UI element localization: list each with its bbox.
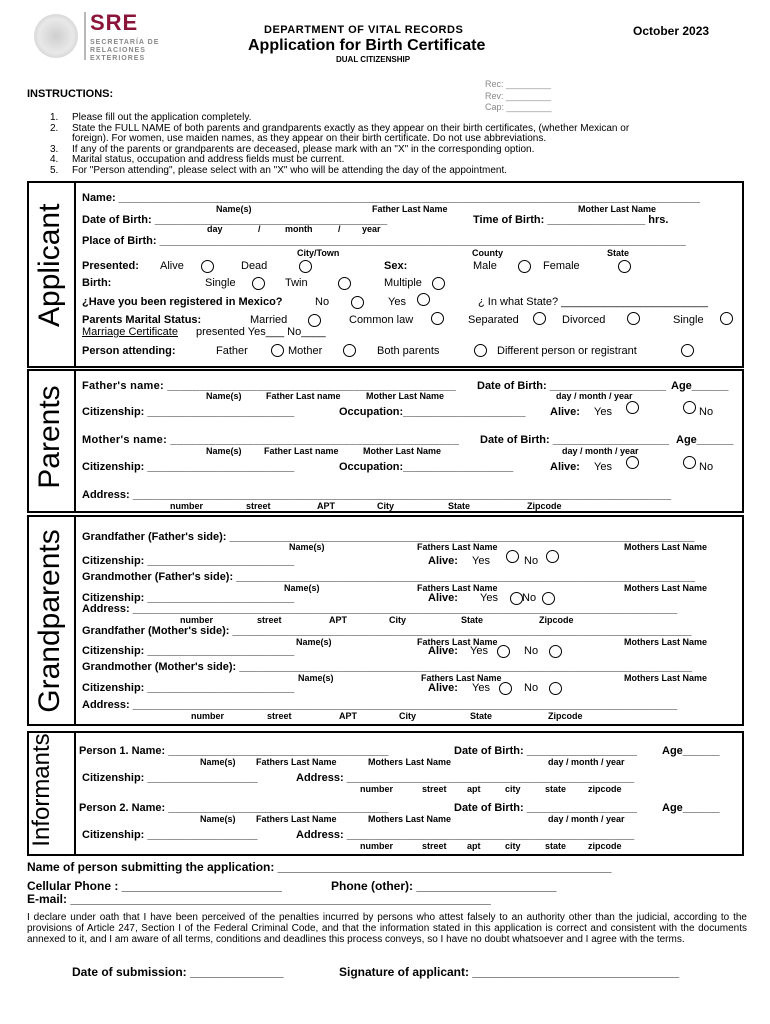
applicant-side-label: Applicant [33, 203, 66, 327]
gf-mother-alive-no-radio[interactable] [549, 645, 562, 658]
alive-label: Alive [160, 260, 184, 272]
logo-divider [84, 12, 86, 60]
sublabel-mothers-last: Mothers Last Name [368, 757, 452, 767]
sublabel-names: Name(s) [200, 814, 236, 824]
divorced-label: Divorced [562, 314, 606, 326]
father-occupation-field[interactable]: Occupation:____________________ [339, 406, 526, 418]
birth-single-radio[interactable] [252, 277, 265, 290]
gf-mother-alive-yes-radio[interactable] [497, 645, 510, 658]
sex-female-radio[interactable] [618, 260, 631, 273]
alive-label: Alive: [428, 555, 458, 567]
sublabel-apt: apt [467, 841, 481, 851]
pob-field[interactable]: Place of Birth: ______________________________________________________________________________________ [82, 235, 686, 247]
presented-alive-radio[interactable] [201, 260, 214, 273]
sublabel-state: State [607, 248, 630, 258]
grandmother-mother-side-field[interactable]: Grandmother (Mother's side): __________________________________________________________________________ [82, 661, 692, 673]
marital-label: Parents Marital Status: [82, 314, 202, 326]
sublabel-father-last: Father Last name [266, 391, 341, 401]
sublabel-apt: APT [317, 501, 335, 511]
sre-subtitle: SECRETARÍA DE [90, 39, 160, 46]
list-item: foreign). For women, use maiden names, as they appear on their birth certificate. Do not use abbreviations. [72, 133, 547, 144]
grandparents-side-label: Grandparents [33, 529, 66, 713]
no-label: No [522, 592, 537, 604]
yes-label: Yes [480, 592, 498, 604]
person2-citizenship-field[interactable]: Citizenship: __________________ [82, 829, 258, 841]
sublabel-street: street [422, 841, 447, 851]
mother-alive-no-radio[interactable] [683, 456, 696, 469]
sublabel-apt: APT [339, 711, 357, 721]
mother-dob-field[interactable]: Date of Birth: ___________________ [480, 434, 669, 446]
signature-field[interactable]: Signature of applicant: _______________________________ [339, 965, 680, 979]
sublabel-street: street [257, 615, 282, 625]
attending-label: Person attending: [82, 345, 176, 357]
father-dob-field[interactable]: Date of Birth: ___________________ [477, 380, 666, 392]
alive-label: Alive: [428, 592, 458, 604]
sublabel-fathers-last: Fathers Last Name [256, 757, 337, 767]
gf-father-alive-no-radio[interactable] [546, 550, 559, 563]
sublabel-father-last: Father Last name [264, 446, 339, 456]
instructions-heading: INSTRUCTIONS: [27, 88, 114, 100]
sublabel-county: County [472, 248, 503, 258]
list-item: 3. If any of the parents or grandparents are deceased, please mark with an "X" in the corresponding option. [50, 143, 535, 155]
both-parents-label: Both parents [377, 345, 440, 357]
marriage-certificate-field[interactable]: presented Yes___ No____ [196, 326, 326, 338]
department-name: DEPARTMENT OF VITAL RECORDS [264, 24, 464, 36]
page-title: Application for Birth Certificate [248, 37, 486, 54]
presented-label: Presented: [82, 260, 139, 272]
sublabel-dmy: day / month / year [556, 391, 633, 401]
birth-label: Birth: [82, 277, 112, 289]
sublabel-mothers-last: Mothers Last Name [624, 542, 708, 552]
sublabel-names: Name(s) [289, 542, 325, 552]
sublabel-number: number [191, 711, 225, 721]
male-label: Male [473, 260, 497, 272]
sublabel-state: State [461, 615, 484, 625]
sublabel-names: Name(s) [200, 757, 236, 767]
yes-label: Yes [472, 555, 490, 567]
sublabel-mothers-last: Mothers Last Name [624, 583, 708, 593]
sublabel-zipcode: zipcode [588, 841, 622, 851]
dob-field[interactable]: Date of Birth: ______________________________________ [82, 214, 388, 226]
no-label: No [699, 461, 714, 473]
registered-no-radio[interactable] [351, 296, 364, 309]
informants-side-label: Informants [28, 733, 55, 847]
sublabel-names: Name(s) [216, 204, 252, 214]
sublabel-zipcode: Zipcode [539, 615, 574, 625]
separated-label: Separated [468, 314, 519, 326]
sublabel-dmy: day / month / year [562, 446, 639, 456]
twin-label: Twin [285, 277, 308, 289]
sre-logo: SRE [90, 10, 139, 35]
submission-date-field[interactable]: Date of submission: ______________ [72, 965, 284, 979]
gm-father-citizenship-field[interactable]: Citizenship: ________________________ [82, 592, 295, 604]
form-date: October 2023 [633, 24, 710, 38]
sublabel-fathers-last: Fathers Last Name [417, 542, 498, 552]
yes-label: Yes [470, 645, 488, 657]
yes-label: Yes [594, 461, 612, 473]
common-law-label: Common law [349, 314, 414, 326]
marital-common-law-radio[interactable] [431, 312, 444, 325]
sublabel-zipcode: zipcode [588, 784, 622, 794]
instructions-list [50, 113, 629, 176]
gp-father-side-address-field[interactable]: Address: _________________________________________________________________________________________ [82, 603, 678, 615]
sublabel-state: State [470, 711, 493, 721]
gf-father-citizenship-field[interactable]: Citizenship: ________________________ [82, 555, 295, 567]
father-citizenship-field[interactable]: Citizenship: ________________________ [82, 406, 295, 418]
dead-label: Dead [241, 260, 268, 272]
no-label: No [699, 406, 714, 418]
married-label: Married [250, 314, 288, 326]
father-alive-no-radio[interactable] [683, 401, 696, 414]
list-item: 1. Please fill out the application completely. [50, 112, 252, 123]
registered-state-field[interactable]: ¿ In what State? ________________________ [478, 296, 708, 308]
grandfather-father-side-field[interactable]: Grandfather (Father's side): ____________________________________________________________________________ [82, 531, 695, 543]
sublabel-names: Name(s) [296, 637, 332, 647]
sublabel-city: City/Town [297, 248, 340, 258]
sublabel-fathers-last: Fathers Last Name [256, 814, 337, 824]
attending-other-radio[interactable] [681, 344, 694, 357]
sublabel-apt: apt [467, 784, 481, 794]
gf-mother-citizenship-field[interactable]: Citizenship: ________________________ [82, 645, 295, 657]
sublabel-slash: / [338, 224, 341, 234]
birth-multiple-radio[interactable] [432, 277, 445, 290]
presented-dead-radio[interactable] [299, 260, 312, 273]
gm-mother-alive-no-radio[interactable] [549, 682, 562, 695]
sex-label: Sex: [384, 260, 408, 272]
gm-mother-citizenship-field[interactable]: Citizenship: ________________________ [82, 682, 295, 694]
list-item: 4. Marital status, occupation and address fields must be current. [50, 154, 345, 165]
person1-citizenship-field[interactable]: Citizenship: __________________ [82, 772, 258, 784]
sublabel-zipcode: Zipcode [527, 501, 562, 511]
rec-field[interactable]: Rec: _________ [485, 79, 552, 89]
marital-separated-radio[interactable] [533, 312, 546, 325]
email-field[interactable]: E-mail: _______________________________________________________________ [27, 892, 491, 906]
no-label: No [524, 555, 539, 567]
sublabel-names: Name(s) [284, 583, 320, 593]
sre-subtitle: RELACIONES [90, 47, 146, 54]
no-label: No [524, 645, 539, 657]
sublabel-city: city [505, 784, 521, 794]
parents-side-label: Parents [33, 385, 66, 489]
sublabel-dmy: day / month / year [548, 757, 625, 767]
sublabel-number: number [170, 501, 204, 511]
list-item: 2. State the FULL NAME of both parents and grandparents exactly as they appear on their birth certificates, (whether Mexican or [50, 122, 630, 134]
sublabel-mothers-last: Mothers Last Name [368, 814, 452, 824]
sublabel-street: street [246, 501, 271, 511]
mother-age-field[interactable]: Age______ [676, 434, 734, 446]
mother-alive-yes-radio[interactable] [626, 456, 639, 469]
marital-divorced-radio[interactable] [627, 312, 640, 325]
different-person-label: Different person or registrant [497, 345, 637, 357]
mother-label: Mother [288, 345, 323, 357]
marriage-certificate-label: Marriage Certificate [82, 326, 178, 338]
father-name-field[interactable]: Father's name: _____________________________________________ [82, 380, 457, 392]
sublabel-street: street [267, 711, 292, 721]
rev-field[interactable]: Rev: _________ [485, 91, 552, 101]
person1-name-field[interactable]: Person 1. Name: ____________________________________ [79, 745, 389, 757]
sublabel-number: number [180, 615, 214, 625]
father-alive-yes-radio[interactable] [626, 401, 639, 414]
sublabel-fathers-last: Fathers Last Name [417, 637, 498, 647]
person1-dob-field[interactable]: Date of Birth: __________________ [454, 745, 637, 757]
sublabel-number: number [360, 784, 394, 794]
sublabel-fathers-last: Fathers Last Name [417, 583, 498, 593]
applicant-name-field[interactable]: Name: _______________________________________________________________________________________________ [82, 192, 700, 204]
gp-mother-side-address-field[interactable]: Address: _________________________________________________________________________________________ [82, 699, 678, 711]
sublabel-city: City [377, 501, 395, 511]
sublabel-names: Name(s) [206, 391, 242, 401]
registered-question: ¿Have you been registered in Mexico? [82, 296, 283, 308]
page-subtitle: DUAL CITIZENSHIP [336, 55, 411, 64]
sublabel-city: City [389, 615, 407, 625]
person1-address-field[interactable]: Address: _______________________________________________ [296, 772, 635, 784]
attending-both-radio[interactable] [474, 344, 487, 357]
no-label: No [524, 682, 539, 694]
sublabel-mothers-last: Mothers Last Name [624, 673, 708, 683]
sublabel-state: State [448, 501, 471, 511]
tob-field[interactable]: Time of Birth: ________________ hrs. [473, 214, 669, 226]
registered-yes-radio[interactable] [417, 293, 430, 306]
gm-mother-alive-yes-radio[interactable] [499, 682, 512, 695]
list-item: 5. For "Person attending", please select with an "X" who will be attending the day of the appointment. [50, 164, 508, 176]
sublabel-dmy: day / month / year [548, 814, 625, 824]
sublabel-year: year [362, 224, 381, 234]
declaration-text: I declare under oath that I have been perceived of the penalties incurred by persons who attest falsely to an authority other than the judicial, according to the provisions of Article 247, Section I of the Federal Criminal Code, and that the information stated in this application is correct and consistent with the documents annexed to it, and I am aware of all terms, conditions and deadlines this process conveys, so I have no doubt whatsoever and I agree with the terms. [27, 912, 747, 945]
birth-twin-radio[interactable] [338, 277, 351, 290]
grandmother-father-side-field[interactable]: Grandmother (Father's side): ___________________________________________________________________________ [82, 571, 696, 583]
person2-name-field[interactable]: Person 2. Name: ____________________________________ [79, 802, 389, 814]
alive-label: Alive: [550, 406, 580, 418]
mother-occupation-field[interactable]: Occupation:__________________ [339, 461, 514, 473]
female-label: Female [543, 260, 580, 272]
father-label: Father [216, 345, 248, 357]
grandfather-mother-side-field[interactable]: Grandfather (Mother's side): ___________________________________________________________________________ [82, 625, 692, 637]
person2-dob-field[interactable]: Date of Birth: __________________ [454, 802, 637, 814]
multiple-label: Multiple [384, 277, 422, 289]
attending-mother-radio[interactable] [343, 344, 356, 357]
father-age-field[interactable]: Age______ [671, 380, 729, 392]
sublabel-mothers-last: Mothers Last Name [624, 637, 708, 647]
no-label: No [315, 296, 330, 308]
yes-label: Yes [594, 406, 612, 418]
alive-label: Alive: [550, 461, 580, 473]
sublabel-zipcode: Zipcode [548, 711, 583, 721]
gf-father-alive-yes-radio[interactable] [506, 550, 519, 563]
sublabel-fathers-last: Fathers Last Name [421, 673, 502, 683]
cap-field[interactable]: Cap: _________ [485, 102, 552, 112]
sublabel-apt: APT [329, 615, 347, 625]
cell-phone-field[interactable]: Cellular Phone : ________________________ [27, 879, 282, 893]
sex-male-radio[interactable] [518, 260, 531, 273]
sublabel-street: street [422, 784, 447, 794]
single-label: Single [205, 277, 236, 289]
sublabel-father-last: Father Last Name [372, 204, 448, 214]
sublabel-state: state [545, 784, 567, 794]
mother-name-field[interactable]: Mother's name: _____________________________________________ [82, 434, 460, 446]
mexico-seal-icon [34, 14, 78, 58]
sublabel-day: day [207, 224, 223, 234]
sublabel-month: month [285, 224, 313, 234]
person2-address-field[interactable]: Address: _______________________________________________ [296, 829, 635, 841]
parents-address-field[interactable]: Address: ________________________________________________________________________________________ [82, 489, 672, 501]
person1-age-field[interactable]: Age______ [662, 745, 720, 757]
mother-citizenship-field[interactable]: Citizenship: ________________________ [82, 461, 295, 473]
sublabel-mother-last: Mother Last Name [363, 446, 442, 456]
sublabel-city: city [505, 841, 521, 851]
yes-label: Yes [388, 296, 406, 308]
yes-label: Yes [472, 682, 490, 694]
other-phone-field[interactable]: Phone (other): _____________________ [331, 879, 557, 893]
attending-father-radio[interactable] [271, 344, 284, 357]
person2-age-field[interactable]: Age______ [662, 802, 720, 814]
sublabel-slash: / [258, 224, 261, 234]
alive-label: Alive: [428, 645, 458, 657]
sre-subtitle: EXTERIORES [90, 55, 146, 62]
sublabel-state: state [545, 841, 567, 851]
alive-label: Alive: [428, 682, 458, 694]
sublabel-names: Name(s) [206, 446, 242, 456]
sublabel-city: City [399, 711, 417, 721]
sublabel-number: number [360, 841, 394, 851]
marital-single-radio[interactable] [720, 312, 733, 325]
submitter-name-field[interactable]: Name of person submitting the application: __________________________________________________ [27, 860, 612, 874]
sublabel-names: Name(s) [298, 673, 334, 683]
sublabel-mother-last: Mother Last Name [366, 391, 445, 401]
sublabel-mother-last: Mother Last Name [578, 204, 657, 214]
single-status-label: Single [673, 314, 704, 326]
